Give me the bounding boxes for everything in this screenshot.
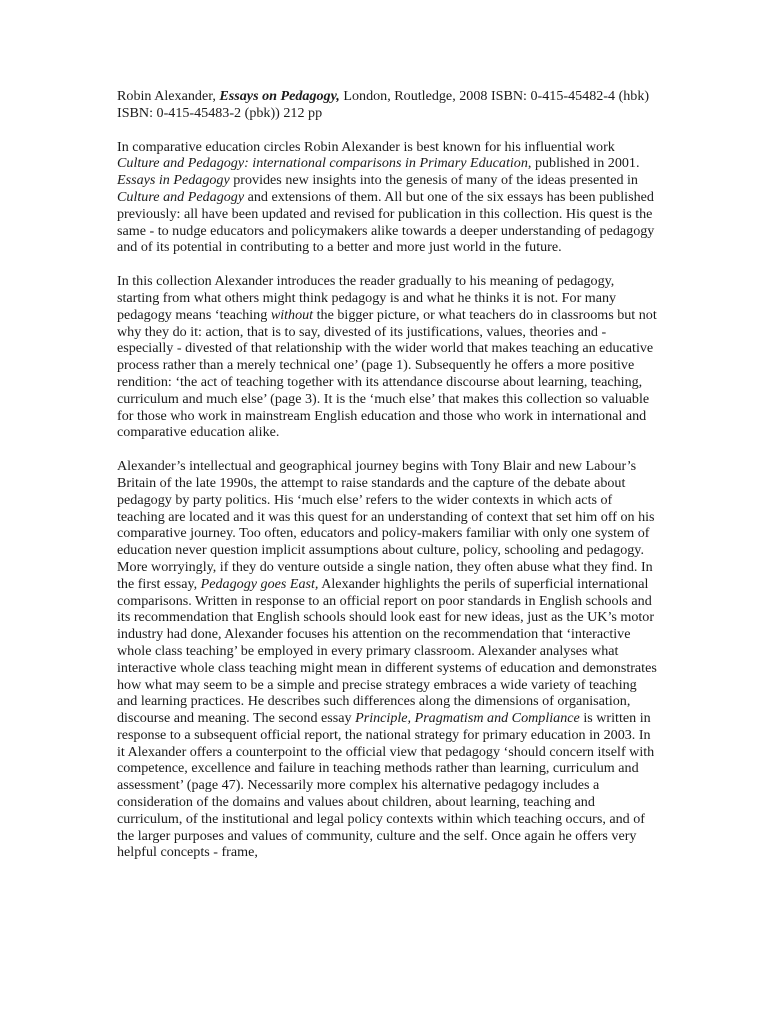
text-segment: provides new insights into the genesis of many of the ideas presented in [229,172,638,189]
text-segment: Alexander highlights the perils of superficial international comparisons. Written in response to an official report on poor standards in English schools and its recommendation that English schools should look east for new ideas, just as the UK’s motor industry had done, Alexander focuses his attention on the recommendation that ‘interactive whole class teaching’ be employed in every primary classroom. Alexander analyses what interactive whole class teaching might mean in different systems of education and demonstrates how what may seem to be a simple and precise strategy embraces a wide variety of teaching and learning practices. He describes such differences along the dimensions of organisation, discourse and meaning. The second essay [117,575,657,727]
text-segment: In this collection Alexander introduces the reader gradually to his meaning of pedagogy, starting from what others might think pedagogy is and what he thinks it is not. For many pedagogy means ‘teaching [117,273,617,323]
text-segment: London, Routledge, 2008 ISBN: 0-415-45482-4 (hbk) ISBN: 0-415-45483-2 (pbk)) 212 pp [117,88,650,121]
emphasized-title: Essays in Pedagogy [117,172,230,189]
emphasized-title: without [270,306,314,323]
book-citation [117,88,657,122]
emphasized-title: Principle, Pragmatism and Compliance [355,710,580,727]
emphasized-title: Culture and Pedagogy [117,188,245,205]
text-segment: is written in response to a subsequent official report, the national strategy for primary education in 2003. In it Alexander offers a counterpoint to the official view that pedagogy ‘should concern itself with competence, excellence and failure in teaching methods rather than learning, curriculum and assessment’ (page 47). Necessarily more complex his alternative pedagogy includes a consideration of the domains and values about children, about learning, teaching and curriculum, of the institutional and legal policy contexts within which teaching occurs, and of the larger purposes and values of community, culture and the self. Once again he offers very helpful concepts - frame, [117,710,655,861]
text-segment: Alexander’s intellectual and geographical journey begins with Tony Blair and new Labour’s Britain of the late 1990s, the attempt to raise standards and the capture of the debate about pedagogy by party politics. His ‘much else’ refers to the wider contexts in which acts of teaching are located and it was this quest for an understanding of context that set him off on his comparative journey. Too often, educators and policy-makers familiar with only one system of education never question implicit assumptions about culture, policy, schooling and pedagogy. More worryingly, if they do venture outside a single nation, they often abuse what they find. In the first essay, [117,458,655,592]
text-segment: Robin Alexander, [117,88,220,104]
paragraph-intro [117,139,657,257]
emphasized-title: Essays on Pedagogy, [219,88,340,104]
text-segment: , published in 2001. [527,155,640,172]
paragraph-meaning-of-pedagogy [117,273,657,441]
text-segment: In comparative education circles Robin Alexander is best known for his influential work [117,138,615,155]
document-page [117,88,657,878]
emphasized-title: Culture and Pedagogy: international comparisons in Primary Education [117,155,528,172]
text-segment: the bigger picture, or what teachers do in classrooms but not why they do it: action, that is to say, divested of its justifications, values, theories and - especially - divested of that relationship with the wider world that makes teaching an educative process rather than a merely technical one’ (page 1). Subsequently he offers a more positive rendition: ‘the act of teaching together with its attendance discourse about learning, teaching, curriculum and much else’ (page 3). It is the ‘much else’ that makes this collection so valuable for those who work in mainstream English education and those who work in international and comparative education alike. [117,306,657,441]
text-segment: and extensions of them. All but one of the six essays has been published previously: all have been updated and revised for publication in this collection. His quest is the same - to nudge educators and policymakers alike towards a deeper understanding of pedagogy and of its potential in contributing to a better and more just world in the future. [117,188,655,256]
emphasized-title: Pedagogy goes East, [200,575,319,592]
paragraph-intellectual-journey [117,458,657,861]
